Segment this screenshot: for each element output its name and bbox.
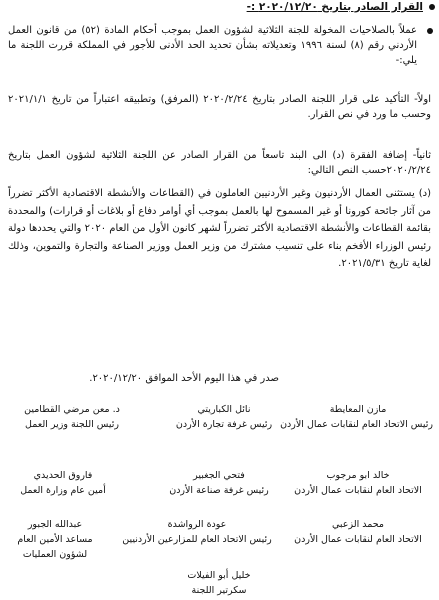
signatory-title: رئيس الاتحاد العام لنقابات عمال الأردن <box>280 419 433 430</box>
signatory-name: خالد ابو مرجوب <box>326 470 390 481</box>
bullet-icon <box>429 4 435 10</box>
signatory-title: مساعد الأمين العام <box>17 534 93 545</box>
decision-title: القرار الصادر بتاريخ ٢٠٢٠/١٢/٢٠ :- <box>246 1 423 13</box>
paragraph-d <box>8 185 431 273</box>
signatory-title: رئيس اللجنة وزير العمل <box>25 419 119 430</box>
decision-heading <box>247 1 435 13</box>
bullet-icon <box>427 28 433 34</box>
signatory-mohammad <box>283 517 433 547</box>
signatory-odeh <box>117 517 277 547</box>
signatory-title: رئيس غرفة تجارة الأردن <box>175 419 273 430</box>
signatory-name: خليل أبو الفيلات <box>187 570 251 581</box>
section-first <box>8 92 431 122</box>
signatory-name: عودة الرواشدة <box>167 519 227 530</box>
signatory-maen <box>5 402 139 432</box>
signatory-name: عبدالله الجبور <box>27 519 83 530</box>
signatory-name: مازن المعايطة <box>329 404 387 415</box>
signatory-farouq <box>7 468 119 498</box>
signatory-title: رئيس الاتحاد العام للمزارعين الأردنيين <box>122 534 272 545</box>
signatory-title: أمين عام وزارة العمل <box>20 485 106 496</box>
signatory-name: محمد الزعبي <box>332 519 384 530</box>
signatory-name: فتحي الجغبير <box>193 470 245 481</box>
section-first-text: اولاً- التأكيد على قرار اللجنة الصادر بتاريخ ٢٠٢٠/٢/٢٤ (المرفق) وتطبيقه اعتباراً من تاريخ ٢٠٢١/١/١ وحسب ما ورد في نص القرار. <box>8 94 431 120</box>
signatory-abdullah <box>4 517 106 562</box>
signatory-fathi <box>169 468 269 498</box>
intro-paragraph <box>8 23 431 68</box>
signatory-title: سكرتير اللجنة <box>191 585 247 596</box>
signatory-secretary <box>164 568 274 598</box>
signatory-name: فاروق الحديدي <box>33 470 93 481</box>
paragraph-d-text: (د) يستثنى العمال الأردنيون وغير الأردنيين العاملون في (القطاعات والأنشطة الاقتصادية الأكثر تضرراً من آثار جائحة كورونا أو غير المسموح لها بالعمل بموجب أي أوامر دفاع أو بلاغات أو قرارات) والمحددة بقائمة القطاعات والأنشطة الاقتصادية الأكثر تضرراً لشهر كانون الأول من العام ٢٠٢٠ والتي يحددها دولة رئيس الوزراء الأفخم بناء على تنسيب مشترك من وزير العمل ووزير الصناعة والتجارة والتموين، وذلك لغاية تاريخ ٢٠٢١/٥/٣١. <box>8 188 431 269</box>
issued-date-line: صدر في هذا اليوم الأحد الموافق ٢٠٢٠/١٢/٢٠. <box>89 373 279 384</box>
signatory-title: الاتحاد العام لنقابات عمال الأردن <box>294 485 422 496</box>
signatory-nael <box>169 402 279 432</box>
signatory-mazen <box>280 402 433 432</box>
signatory-title: رئيس غرفة صناعة الأردن <box>169 485 269 496</box>
signatory-title: الاتحاد العام لنقابات عمال الأردن <box>294 534 422 545</box>
signatory-name: د. معن مرضي القطامين <box>24 404 120 415</box>
signatory-khaled <box>283 468 433 498</box>
section-second <box>8 148 431 178</box>
section-second-text: ثانياً- إضافة الفقرة (د) الى البند تاسعاً من القرار الصادر عن اللجنة الثلاثية لشؤون العمل بتاريخ ٢٠٢٠/٢/٢٤حسب النص التالي: <box>8 150 431 176</box>
signatory-name: نائل الكباريتي <box>197 404 251 415</box>
intro-text: عملاً بالصلاحيات المخولة للجنة الثلاثية لشؤون العمل بموجب أحكام المادة (٥٢) من قانون العمل الأردني رقم (٨) لسنة ١٩٩٦ وتعديلاته بشأن تحديد الحد الأدنى للأجور في المملكة قررت اللجنة ما يلي:- <box>8 25 418 66</box>
signatory-title-line2: لشؤون العمليات <box>22 549 88 560</box>
